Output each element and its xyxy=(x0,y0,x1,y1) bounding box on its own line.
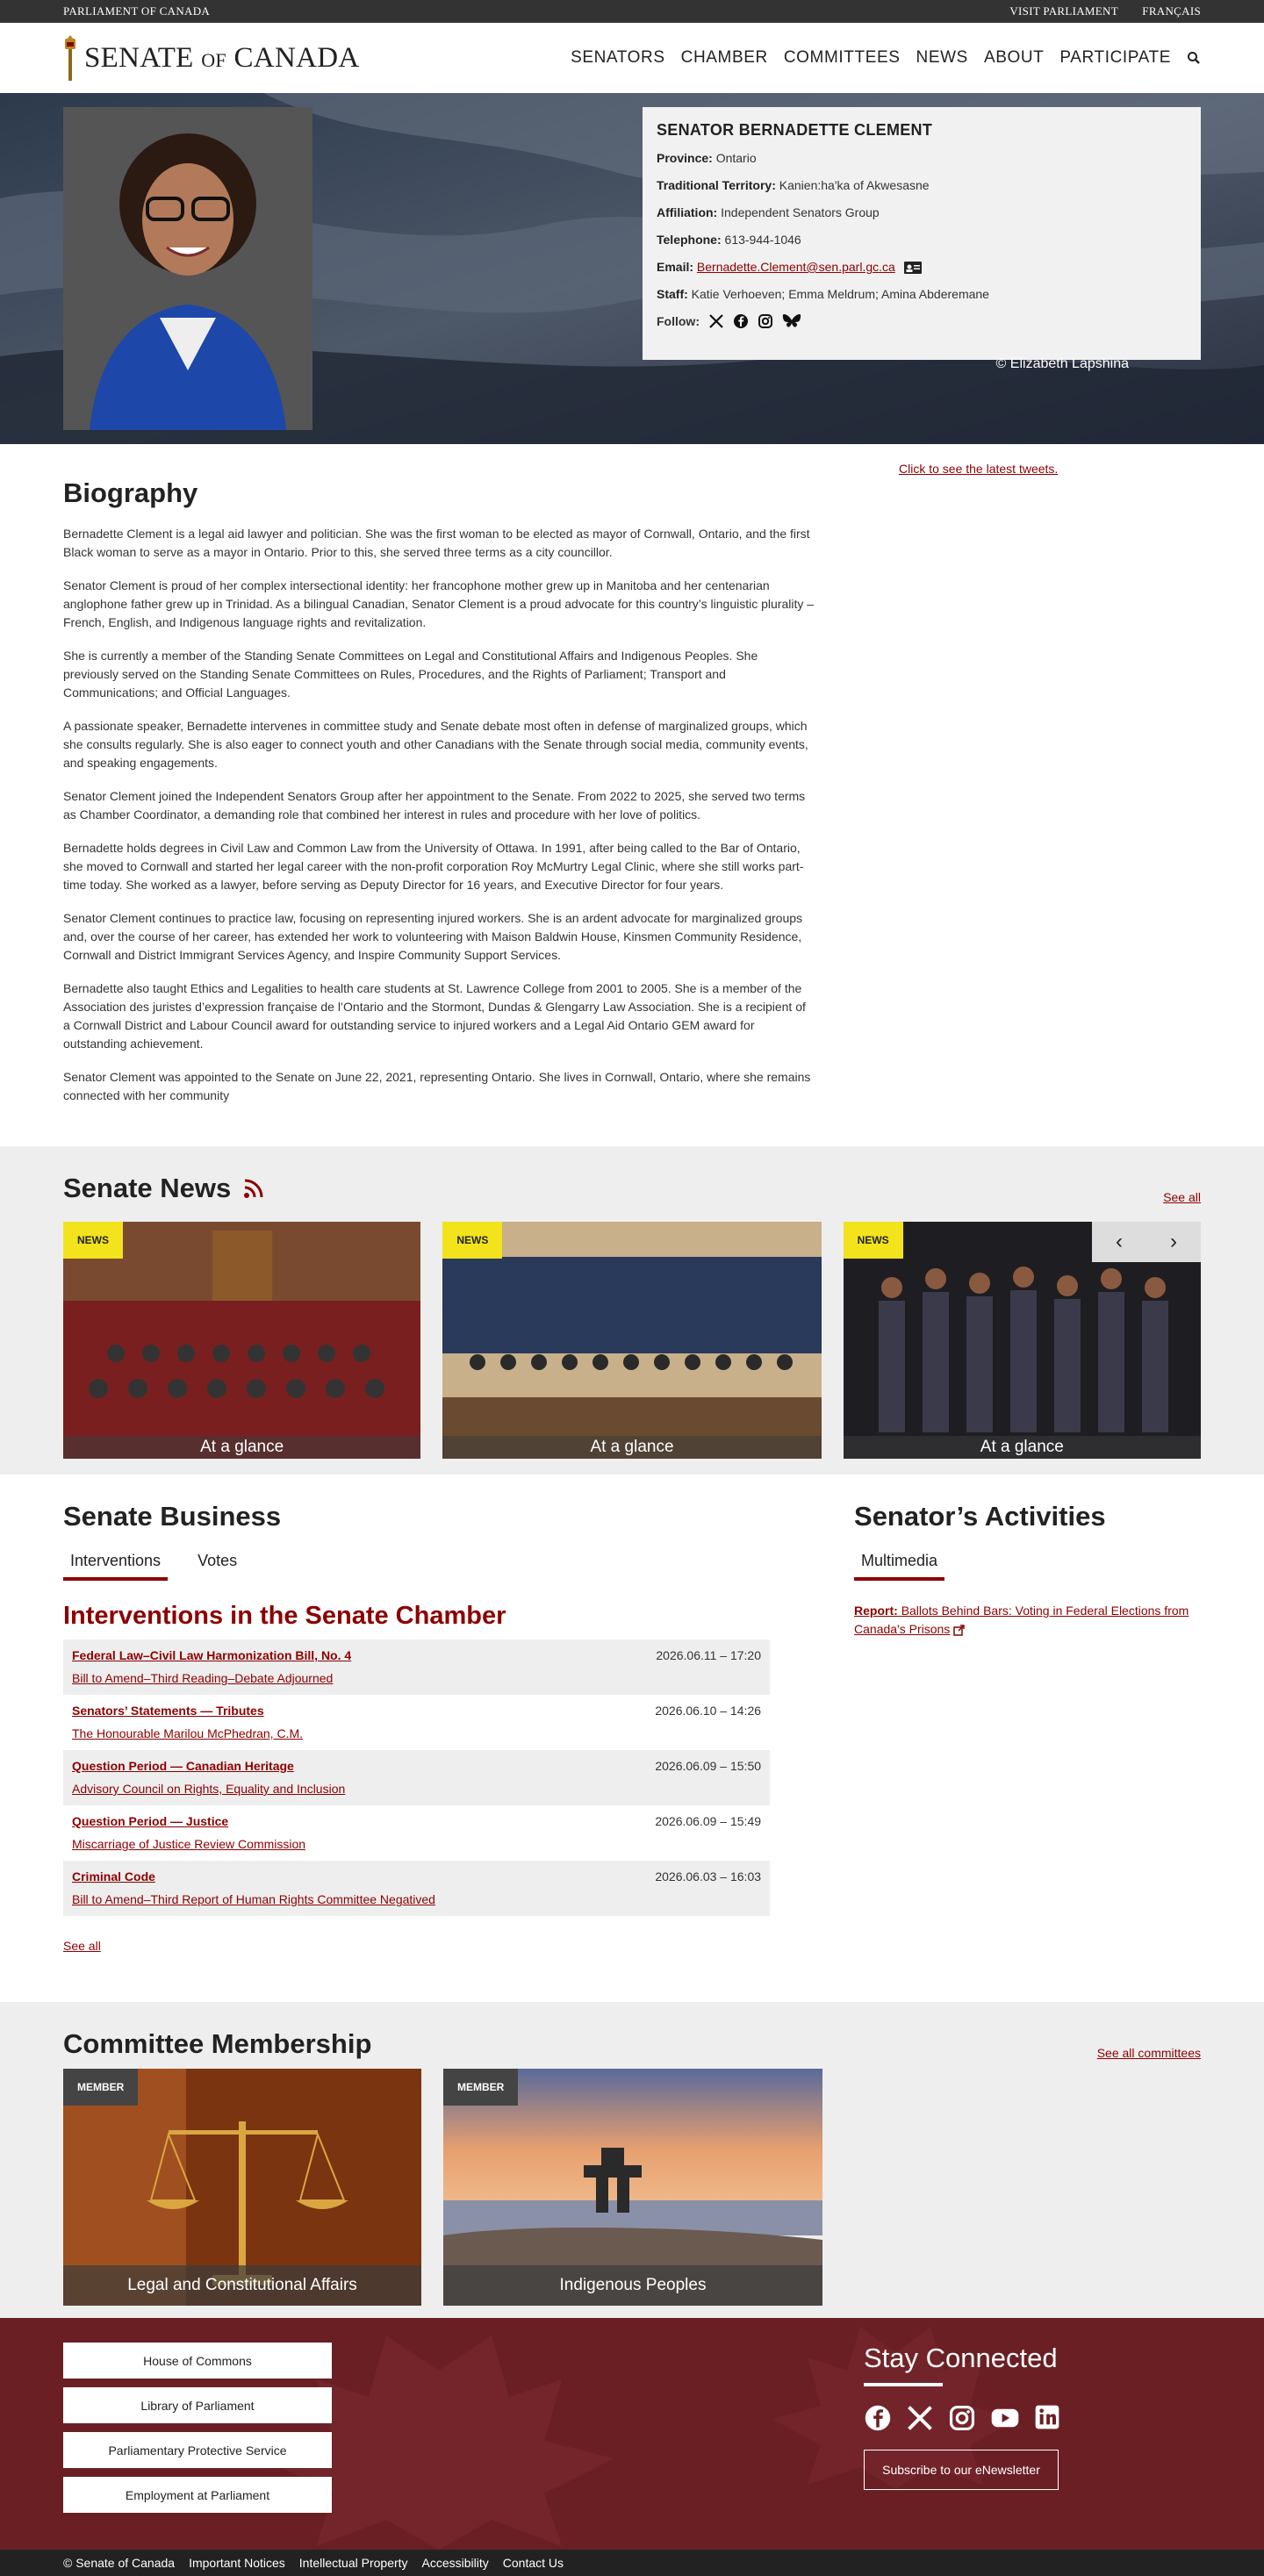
table-row xyxy=(63,1861,770,1916)
table-row xyxy=(63,1750,770,1805)
senate-news-section xyxy=(0,1146,1264,1475)
nav-participate[interactable]: PARTICIPATE xyxy=(1059,48,1171,67)
news-caption: At a glance xyxy=(844,1436,1201,1459)
intervention-title-link[interactable]: Senators’ Statements — Tributes xyxy=(72,1704,264,1718)
intervention-date: 2026.06.09 – 15:50 xyxy=(655,1759,762,1773)
photo-credit: © Elizabeth Lapshina xyxy=(995,356,1129,371)
profile-hero xyxy=(0,93,1264,444)
instagram-icon[interactable] xyxy=(948,2404,976,2432)
intervention-date: 2026.06.03 – 16:03 xyxy=(655,1869,762,1884)
activity-item xyxy=(854,1602,1201,1639)
committee-card[interactable] xyxy=(63,2069,421,2306)
province-row: Province: Ontario xyxy=(657,151,757,165)
news-card[interactable] xyxy=(442,1222,821,1459)
see-all-committees-link[interactable]: See all committees xyxy=(1096,2046,1201,2060)
bio-paragraph: Bernadette also taught Ethics and Legalities to health care students at St. Lawrence College from 2001 to 2005. She is a member of the Association des juristes d’expression française de l’Ontario and the Stormont, Dundas & Glengarry Law Association. She is a recipient of a Cornwall District and Labour Council award for outstanding service to injured workers and a Legal Aid Ontario GEM award for outstanding achievement. xyxy=(63,981,806,1051)
member-tag: MEMBER xyxy=(443,2069,518,2106)
interventions-see-all-link[interactable]: See all xyxy=(63,1939,101,1953)
news-caption: At a glance xyxy=(442,1436,821,1459)
contact-us-link[interactable]: Contact Us xyxy=(502,2556,564,2570)
important-notices-link[interactable]: Important Notices xyxy=(189,2556,285,2570)
email-row: Email: Bernadette.Clement@sen.parl.gc.ca xyxy=(657,259,1187,275)
footer-links xyxy=(63,2343,332,2513)
bio-paragraph: A passionate speaker, Bernadette intervenes in committee study and Senate debate most often in defense of marginalized groups, which she consults regularly. She is also eager to connect youth and other Canadians with the Senate through social media, community events, and speaking engagements. xyxy=(63,719,808,770)
member-tag: MEMBER xyxy=(63,2069,138,2106)
senate-logo[interactable] xyxy=(63,35,359,81)
news-caption: At a glance xyxy=(63,1436,420,1459)
bio-paragraph: Senator Clement continues to practice law, focusing on representing injured workers. She is an ardent advocate for marginalized groups and, over the course of her career, has extended her work to volunteering with Maison Baldwin House, Kinsmen Community Residence, Cornwall and District Immigrant Services Agency, and Inspire Community Support Services. xyxy=(63,911,803,962)
external-link-icon xyxy=(953,1625,965,1636)
follow-label: Follow: xyxy=(657,314,700,328)
language-toggle[interactable]: FRANÇAIS xyxy=(1142,4,1201,18)
bio-paragraph: Bernadette Clement is a legal aid lawyer and politician. She was the first woman to be elected as mayor of Cornwall, Ontario, and the first Black woman to serve as a mayor in Ontario. Prior to this, she served three terms as a city councillor. xyxy=(63,527,810,559)
logo-text: SENATE OF CANADA xyxy=(84,41,360,74)
intervention-title-link[interactable]: Federal Law–Civil Law Harmonization Bill, No. 4 xyxy=(72,1648,352,1662)
tab-interventions[interactable]: Interventions xyxy=(63,1552,168,1581)
nav-senators[interactable]: SENATORS xyxy=(571,48,665,67)
tab-votes[interactable]: Votes xyxy=(198,1552,238,1569)
linkedin-icon[interactable] xyxy=(1034,2404,1060,2430)
bio-paragraph: She is currently a member of the Standing Senate Committees on Legal and Constitutional Affairs and Indigenous Peoples. She previously served on the Standing Senate Committees on Rules, Procedures, and the Rights of Parliament; Transport and Communications; and Official Languages. xyxy=(63,649,758,700)
senator-portrait xyxy=(63,107,312,430)
x-icon[interactable] xyxy=(708,313,724,329)
accessibility-link[interactable]: Accessibility xyxy=(421,2556,489,2570)
activity-report-link[interactable]: Report: Ballots Behind Bars: Voting in Federal Elections from Canada's Prisons xyxy=(854,1604,1189,1636)
intervention-title-link[interactable]: Question Period — Justice xyxy=(72,1814,229,1828)
top-bar xyxy=(0,0,1264,23)
staff-row: Staff: Katie Verhoeven; Emma Meldrum; Amina Abderemane xyxy=(657,287,989,301)
mace-icon xyxy=(63,35,77,81)
table-row xyxy=(63,1640,770,1695)
intervention-date: 2026.06.09 – 15:49 xyxy=(655,1814,762,1828)
youtube-icon[interactable] xyxy=(990,2404,1020,2432)
senator-name: SENATOR BERNADETTE CLEMENT xyxy=(657,121,933,139)
nav-committees[interactable]: COMMITTEES xyxy=(783,48,901,67)
news-tag: NEWS xyxy=(63,1222,123,1259)
table-row xyxy=(63,1805,770,1861)
committee-membership-section xyxy=(0,2002,1264,2318)
site-footer xyxy=(0,2318,1264,2550)
intervention-sub-link[interactable]: Bill to Amend–Third Reading–Debate Adjourned xyxy=(72,1671,334,1685)
chevron-right-icon[interactable]: › xyxy=(1146,1222,1201,1262)
subscribe-newsletter-button[interactable]: Subscribe to our eNewsletter xyxy=(864,2450,1059,2490)
business-tabs xyxy=(63,1552,770,1581)
footer-link-protective-service[interactable]: Parliamentary Protective Service xyxy=(63,2432,332,2468)
portrait-image xyxy=(63,107,312,430)
stay-connected xyxy=(864,2343,1127,2513)
nav-about[interactable]: ABOUT xyxy=(983,48,1045,67)
senate-news-title: Senate News xyxy=(63,1173,264,1204)
bio-paragraph: Senator Clement joined the Independent Senators Group after her appointment to the Senate. From 2022 to 2025, she served two terms as Chamber Coordinator, a demanding role that combined her interest in rules and procedure with her love of politics. xyxy=(63,789,806,822)
facebook-icon[interactable] xyxy=(733,313,749,329)
bio-paragraph: Senator Clement was appointed to the Senate on June 22, 2021, representing Ontario. She lives in Cornwall, Ontario, where she remains connected with her community xyxy=(63,1070,811,1102)
rss-icon[interactable] xyxy=(243,1178,264,1199)
committee-caption: Legal and Constitutional Affairs xyxy=(63,2265,421,2306)
site-header xyxy=(0,23,1264,93)
territory-row: Traditional Territory: Kanien:ha'ka of Akwesasne xyxy=(657,178,930,192)
nav-news[interactable]: NEWS xyxy=(916,48,968,67)
bottom-bar xyxy=(0,2550,1264,2576)
stay-connected-title: Stay Connected xyxy=(864,2343,1058,2373)
committee-caption: Indigenous Peoples xyxy=(443,2265,822,2306)
latest-tweets-link[interactable]: Click to see the latest tweets. xyxy=(899,462,1059,476)
main-nav xyxy=(571,48,1201,68)
intervention-title-link[interactable]: Question Period — Canadian Heritage xyxy=(72,1759,294,1773)
x-icon[interactable] xyxy=(906,2404,934,2432)
parliament-link[interactable]: PARLIAMENT OF CANADA xyxy=(63,4,211,18)
senate-business-title: Senate Business xyxy=(63,1501,282,1532)
footer-link-employment[interactable]: Employment at Parliament xyxy=(63,2477,332,2513)
news-card[interactable] xyxy=(844,1222,1201,1459)
footer-link-library[interactable]: Library of Parliament xyxy=(63,2387,332,2423)
senate-business-section xyxy=(63,1475,1201,1953)
intervention-sub-link[interactable]: The Honourable Marilou McPhedran, C.M. xyxy=(72,1726,304,1740)
bluesky-icon[interactable] xyxy=(782,313,801,329)
contact-card-icon[interactable] xyxy=(904,262,922,274)
intervention-title-link[interactable]: Criminal Code xyxy=(72,1869,155,1884)
interventions-list xyxy=(63,1640,770,1916)
footer-social-icons xyxy=(864,2404,1127,2432)
intervention-sub-link[interactable]: Miscarriage of Justice Review Commission xyxy=(72,1837,306,1851)
committee-card[interactable] xyxy=(443,2069,822,2306)
interventions-title: Interventions in the Senate Chamber xyxy=(63,1602,506,1630)
biography-section xyxy=(63,444,1201,1120)
news-card[interactable] xyxy=(63,1222,420,1459)
visit-parliament-link[interactable]: VISIT PARLIAMENT xyxy=(1009,4,1118,18)
intervention-date: 2026.06.10 – 14:26 xyxy=(655,1704,762,1718)
biography-title: Biography xyxy=(63,477,198,508)
telephone-row: Telephone: 613-944-1046 xyxy=(657,233,801,247)
news-tag: NEWS xyxy=(442,1222,502,1259)
intervention-date: 2026.06.11 – 17:20 xyxy=(656,1648,762,1662)
activities-title: Senator’s Activities xyxy=(854,1501,1106,1532)
email-link[interactable]: Bernadette.Clement@sen.parl.gc.ca xyxy=(696,260,895,274)
news-tag: NEWS xyxy=(844,1222,903,1259)
facebook-icon[interactable] xyxy=(864,2404,892,2432)
follow-row xyxy=(657,313,1187,329)
activities-tabs xyxy=(854,1552,1201,1581)
bio-paragraph: Bernadette holds degrees in Civil Law and Common Law from the University of Ottawa. In 1991, after being called to the Bar of Ontario, she moved to Cornwall and started her legal career with the non-profit corporation Roy McMurtry Legal Clinic, where she still works part-time today. She worked as a lawyer, before serving as Deputy Director for 16 years, and Executive Director for four years. xyxy=(63,841,804,892)
bio-paragraph: Senator Clement is proud of her complex intersectional identity: her francophone mother grew up in Manitoba and her centenarian anglophone father grew up in Trinidad. As a bilingual Canadian, Senator Clement is a proud advocate for this country’s linguistic plurality – French, English, and Indigenous language rights and revitalization. xyxy=(63,578,815,629)
committee-title: Committee Membership xyxy=(63,2028,372,2059)
tab-multimedia[interactable]: Multimedia xyxy=(854,1552,944,1581)
chevron-left-icon[interactable]: ‹ xyxy=(1092,1222,1146,1262)
senator-info-card xyxy=(643,107,1201,360)
news-see-all-link[interactable]: See all xyxy=(1163,1190,1201,1204)
carousel-controls xyxy=(1092,1222,1201,1262)
copyright: © Senate of Canada xyxy=(63,2556,176,2570)
intervention-sub-link[interactable]: Advisory Council on Rights, Equality and Inclusion xyxy=(72,1782,346,1796)
nav-chamber[interactable]: CHAMBER xyxy=(680,48,768,67)
search-icon[interactable] xyxy=(1187,51,1201,65)
intervention-sub-link[interactable]: Bill to Amend–Third Report of Human Rights Committee Negatived xyxy=(72,1892,435,1906)
table-row xyxy=(63,1695,770,1750)
instagram-icon[interactable] xyxy=(758,313,773,329)
footer-link-house-of-commons[interactable]: House of Commons xyxy=(63,2343,332,2379)
affiliation-row: Affiliation: Independent Senators Group xyxy=(657,205,880,219)
title-underline xyxy=(864,2383,943,2386)
intellectual-property-link[interactable]: Intellectual Property xyxy=(298,2556,408,2570)
